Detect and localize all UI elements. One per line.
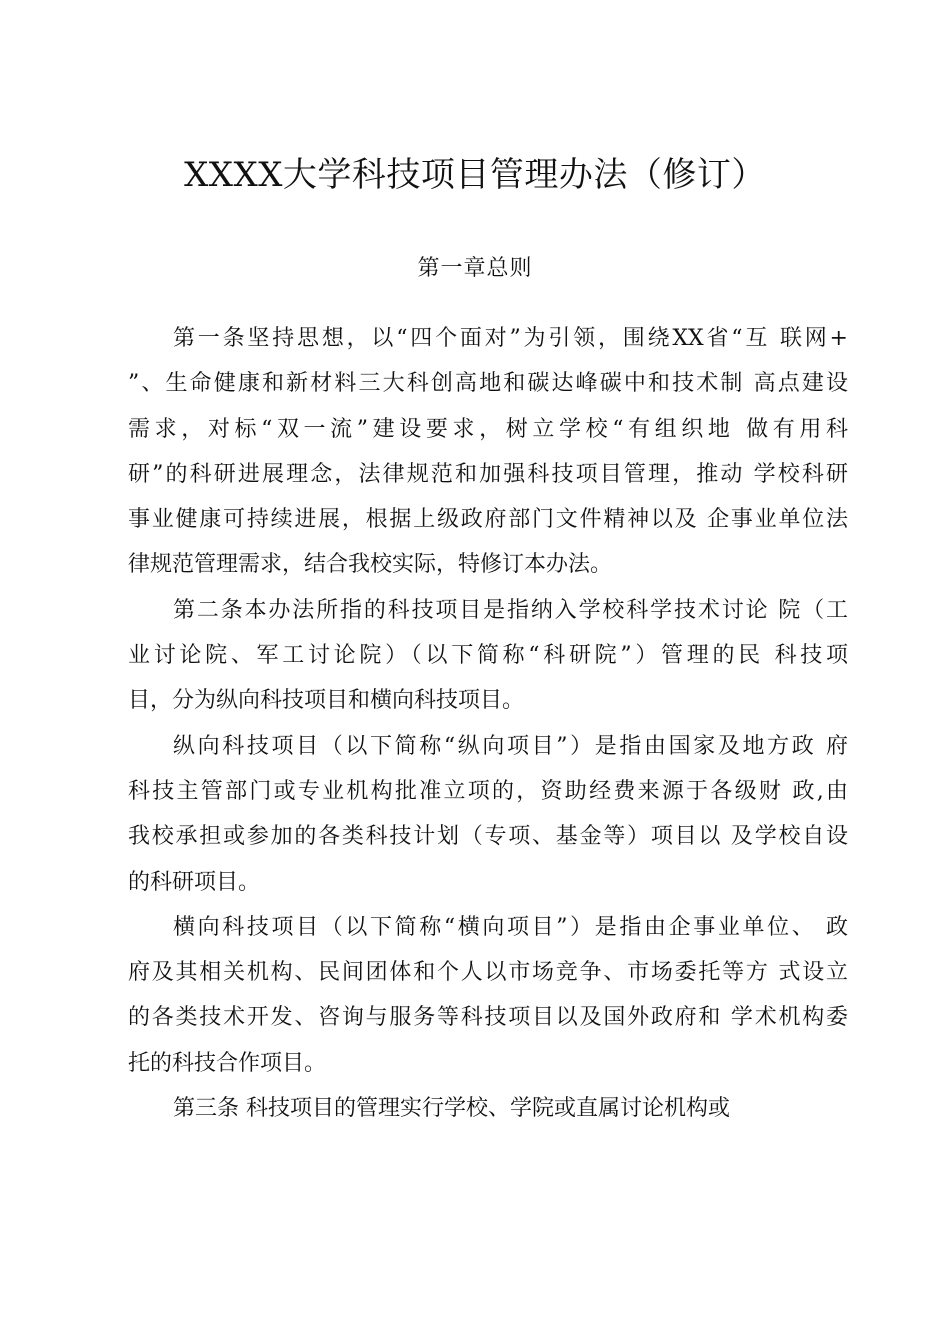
paragraph-line: 第三条 科技项目的管理实行学校、学院或直属讨论机构或 — [173, 1096, 730, 1122]
paragraph-line: 需求，对标“双一流”建设要求，树立学校“有组织地 做有用科 — [128, 416, 848, 442]
paragraph-line: 目，分为纵向科技项目和横向科技项目。 — [128, 688, 525, 714]
paragraph-line: 第二条本办法所指的科技项目是指纳入学校科学技术讨论 院（工 — [173, 597, 848, 623]
paragraph-line: ”、生命健康和新材料三大科创高地和碳达峰碳中和技术制 高点建设 — [128, 371, 848, 397]
paragraph-line: 律规范管理需求，结合我校实际，特修订本办法。 — [128, 552, 613, 578]
paragraph-line: 的各类技术开发、咨询与服务等科技项目以及国外政府和 学术机构委 — [128, 1005, 848, 1031]
paragraph-line: 托的科技合作项目。 — [128, 1050, 327, 1076]
paragraph-line: 事业健康可持续进展，根据上级政府部门文件精神以及 企事业单位法 — [128, 507, 848, 533]
document-title: XXXX大学科技项目管理办法（修订） — [184, 155, 766, 195]
paragraph-line: 纵向科技项目（以下简称“纵向项目”）是指由国家及地方政 府 — [173, 733, 848, 759]
paragraph-line: 第一条坚持思想，以“四个面对”为引领，围绕XX省“互 联网+ — [173, 326, 848, 351]
chapter-heading: 第一章总则 — [417, 256, 533, 281]
paragraph-line: 横向科技项目（以下简称“横向项目”）是指由企事业单位、 政 — [173, 914, 848, 940]
paragraph-line: 研”的科研进展理念，法律规范和加强科技项目管理，推动 学校科研 — [128, 461, 848, 487]
paragraph-line: 科技主管部门或专业机构批准立项的，资助经费来源于各级财 政,由 — [128, 778, 848, 804]
paragraph-line: 的科研项目。 — [128, 869, 261, 895]
document-body — [128, 316, 848, 1131]
paragraph-line: 业讨论院、军工讨论院）（以下简称“科研院”）管理的民 科技项 — [128, 643, 848, 669]
paragraph-line: 府及其相关机构、民间团体和个人以市场竞争、市场委托等方 式设立 — [128, 960, 848, 986]
paragraph-line: 我校承担或参加的各类科技计划（专项、基金等）项目以 及学校自设 — [128, 824, 848, 850]
